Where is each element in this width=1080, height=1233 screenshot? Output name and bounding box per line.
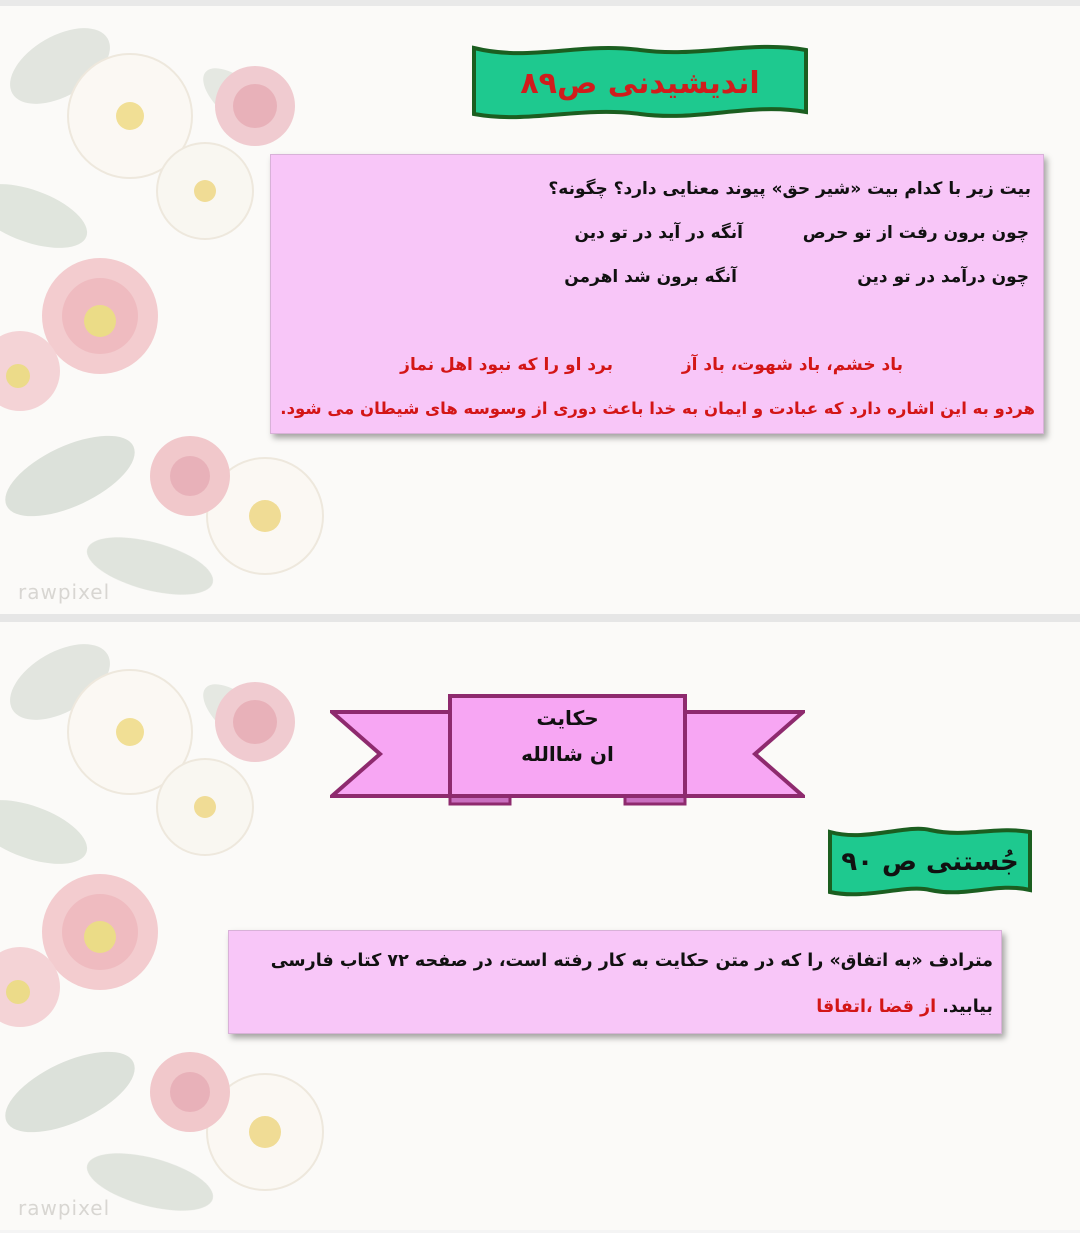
flower-decoration bbox=[0, 622, 340, 1230]
slide2-title: جُستنی ص ۹۰ bbox=[841, 847, 1019, 877]
story-ribbon bbox=[330, 692, 805, 824]
answer-text: از قضا ،اتفاقا bbox=[816, 997, 937, 1017]
title-banner bbox=[470, 42, 810, 124]
verse-2-first-half: چون درآمد در تو دین bbox=[857, 267, 1029, 287]
question-text: بیت زیر با کدام بیت «شیر حق» پیوند معنایی دارد؟ چگونه؟ bbox=[548, 179, 1031, 199]
answer-explanation: هردو به این اشاره دارد که عبادت و ایمان به خدا باعث دوری از وسوسه های شیطان می شود. bbox=[280, 399, 1035, 418]
answer-verse-first-half: باد خشم، باد شهوت، باد آز bbox=[681, 355, 903, 375]
slide-2 bbox=[0, 622, 1080, 1230]
answer-verse-second-half: برد او را که نبود اهل نماز bbox=[400, 355, 613, 375]
verse-2-second-half: آنگه برون شد اهرمن bbox=[564, 267, 737, 287]
title-banner bbox=[826, 824, 1034, 900]
watermark-text: rawpixel bbox=[18, 1196, 111, 1220]
ribbon-subtitle: ان شاالله bbox=[521, 742, 614, 766]
question-line-2-text: بیابید. bbox=[942, 997, 993, 1017]
verse-1-first-half: چون برون رفت از تو حرص bbox=[802, 223, 1029, 243]
question-line-2 bbox=[816, 997, 993, 1017]
slide1-title: اندیشیدنی ص۸۹ bbox=[520, 65, 760, 101]
question-box bbox=[270, 154, 1044, 434]
ribbon-title: حکایت bbox=[536, 706, 599, 730]
watermark-text: rawpixel bbox=[18, 580, 111, 604]
question-line-1: مترادف «به اتفاق» را که در متن حکایت به کار رفته است، در صفحه ۷۲ کتاب فارسی bbox=[270, 951, 993, 971]
slide-1 bbox=[0, 6, 1080, 614]
question-box bbox=[228, 930, 1002, 1034]
verse-1-second-half: آنگه در آید در تو دین bbox=[574, 223, 743, 243]
slide-divider bbox=[0, 614, 1080, 622]
